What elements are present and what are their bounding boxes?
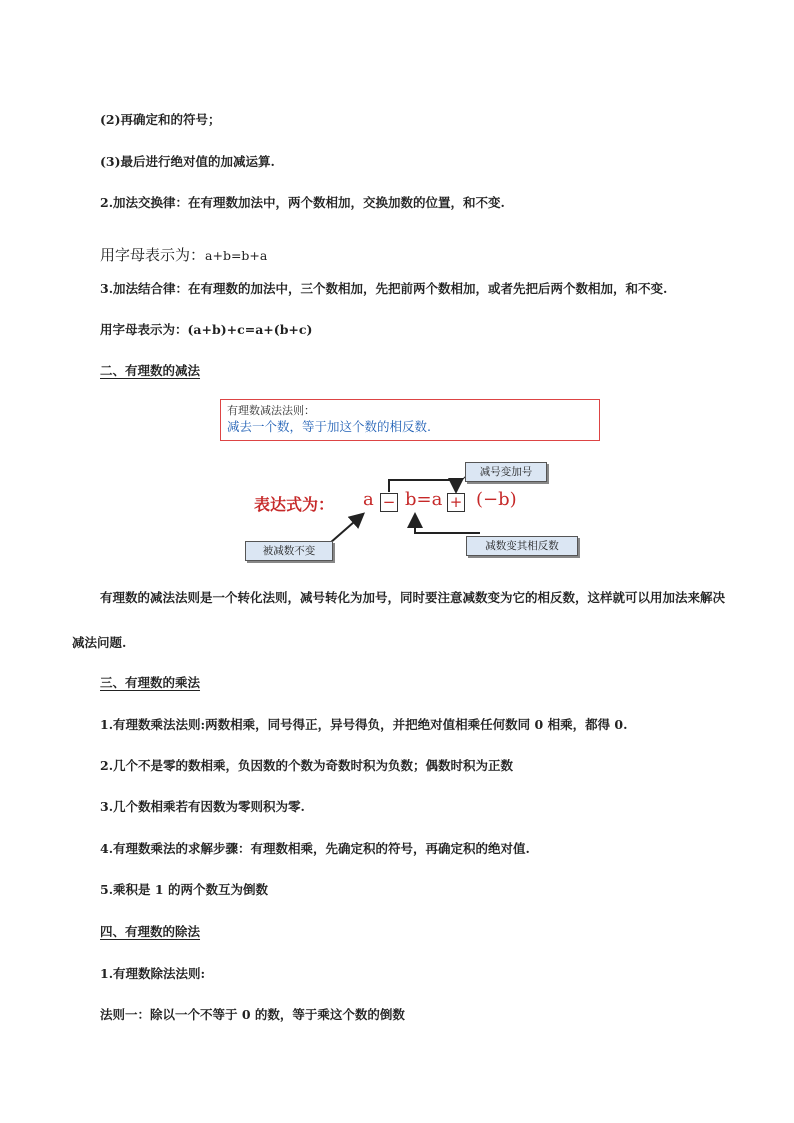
multiplication-rule-1: 1.有理数乘法法则:两数相乘，同号得正，异号得负，并把绝对值相乘任何数同 0 相乘，都得 0. — [100, 717, 628, 732]
expression-b-equals-a: b=a — [405, 489, 443, 510]
commutative-law-text: 2.加法交换律：在有理数加法中，两个数相加，交换加数的位置，和不变. — [100, 195, 505, 210]
step-3-text: (3)最后进行绝对值的加减运算. — [100, 154, 275, 169]
step-2-text: (2)再确定和的符号； — [100, 112, 221, 127]
arrow-note-left — [330, 515, 362, 543]
rule-box-title: 有理数减法法则： — [227, 404, 315, 417]
multiplication-rule-3: 3.几个数相乘若有因数为零则积为零. — [100, 799, 305, 814]
minus-sign-box: − — [380, 493, 398, 512]
multiplication-rule-5: 5.乘积是 1 的两个数互为倒数 — [100, 882, 268, 897]
section-subtraction-heading: 二、有理数的减法 — [100, 363, 201, 378]
multiplication-rule-4: 4.有理数乘法的求解步骤：有理数相乘，先确定积的符号，再确定积的绝对值. — [100, 841, 530, 856]
section-multiplication-heading: 三、有理数的乘法 — [100, 675, 201, 690]
plus-sign-box: + — [447, 493, 465, 512]
note-subtrahend-opposite: 减数变其相反数 — [466, 536, 578, 556]
note-minuend-unchanged: 被减数不变 — [245, 541, 333, 561]
expression-a: a — [363, 489, 374, 510]
division-rule-one: 法则一：除以一个不等于 0 的数，等于乘这个数的倒数 — [100, 1007, 405, 1022]
associative-law-text: 3.加法结合律：在有理数的加法中，三个数相加，先把前两个数相加，或者先把后两个数相加，和不变. — [100, 281, 668, 296]
associative-formula-text: 用字母表示为：(a+b)+c=a+(b+c) — [100, 322, 313, 337]
expression-label: 表达式为： — [254, 495, 335, 514]
expression-negative-b: (−b) — [476, 489, 517, 510]
arrow-b-to-negb — [415, 516, 480, 533]
formula-prefix: 用字母表示为： — [100, 246, 206, 264]
subtraction-explanation: 有理数的减法法则是一个转化法则，减号转化为加号，同时要注意减数变为它的相反数，这样就可以用加法来解决减法问题. — [72, 590, 726, 650]
section-division-heading: 四、有理数的除法 — [100, 924, 201, 939]
multiplication-rule-2: 2.几个不是零的数相乘，负因数的个数为奇数时积为负数；偶数时积为正数 — [100, 758, 514, 773]
rule-box-text: 减去一个数，等于加这个数的相反数. — [227, 419, 431, 434]
commutative-formula: a+b=b+a — [205, 248, 268, 263]
division-rule-1: 1.有理数除法法则: — [100, 966, 206, 981]
note-minus-to-plus: 减号变加号 — [465, 462, 547, 482]
